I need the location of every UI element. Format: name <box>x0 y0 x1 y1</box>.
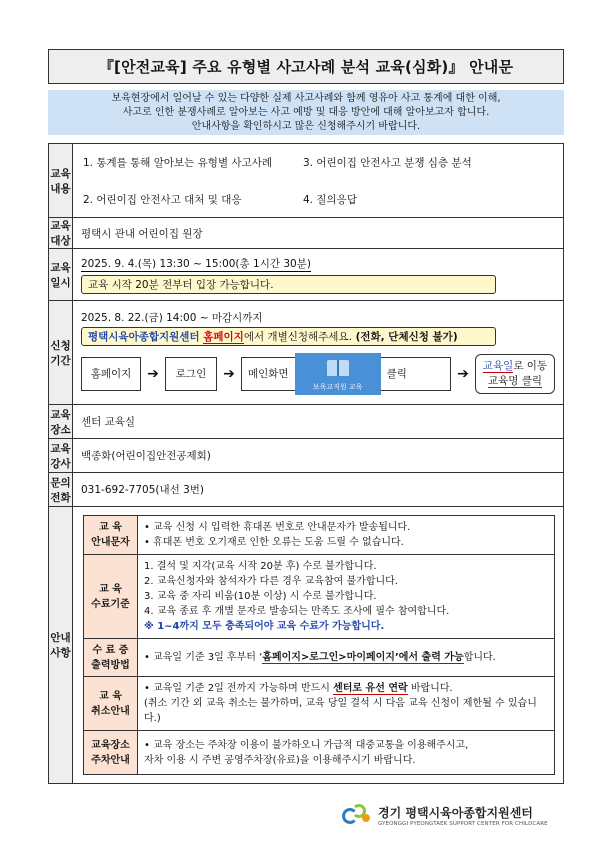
arrow-right-icon: ➔ <box>147 365 159 382</box>
content-item: 2. 어린이집 안전사고 대처 및 대응 <box>83 193 242 206</box>
instructor-value: 백종화(어린이집안전공제회) <box>73 439 564 473</box>
target-value: 평택시 관내 어린이집 원장 <box>73 218 564 249</box>
row-label: 교육일시 <box>49 249 73 301</box>
apply-flow <box>81 354 555 394</box>
row-label: 교육강사 <box>49 439 73 473</box>
document-title <box>48 49 564 84</box>
row-instructor <box>49 439 564 473</box>
flow-step-final: 교육일로 이동 교육명 클릭 <box>475 354 555 394</box>
notice-cancel: 교 육 취소안내 • 교육일 기준 2일 전까지 가능하며 반드시 센터로 유선 연락 바랍니다. (취소 기간 외 교육 취소는 불가하며, 교육 당일 결석 시 다음 교육 신청이 제한될 수 있습니다.) <box>84 677 555 731</box>
intro-line: 안내사항을 확인하시고 많은 신청해주시기 바랍니다. <box>191 120 421 132</box>
title-text: 『[안전교육] 주요 유형별 사고사례 분석 교육(심화)』 안내문 <box>98 58 514 76</box>
datetime-note: 교육 시작 20분 전부터 입장 가능합니다. <box>81 275 496 294</box>
org-name: 경기 평택시육아종합지원센터 <box>378 805 533 820</box>
notice-certificate: 수 료 증 출력방법 • 교육일 기준 3일 후부터 ‘홈페이지>로그인>마이페이지’에서 출력 가능합니다. <box>84 639 555 677</box>
content-item: 3. 어린이집 안전사고 분쟁 심층 분석 <box>303 156 472 169</box>
intro-line: 보육현장에서 일어날 수 있는 다양한 실제 사고사례와 함께 영유아 사고 통계에 대한 이해, <box>111 92 501 104</box>
notice-criteria: 교 육 수료기준 1. 결석 및 지각(교육 시작 20분 후) 수로 불가합니다. 2. 교육신청자와 참석자가 다른 경우 교육참여 불가합니다. 3. 교육 중 자리 비움(10분 이상) 시 수로 불가합니다. 4. 교육 종료 후 개별 문자로 발송되는 만족도 조사에 필수 참여합니다. ※ 1~4까지 모두 충족되어야 교육 수료가 가능합니다. <box>84 555 555 639</box>
book-icon <box>327 360 349 376</box>
criteria-note: ※ 1~4까지 모두 충족되어야 교육 수료가 가능합니다. <box>144 621 385 632</box>
row-label: 안내사항 <box>49 507 73 784</box>
content-list <box>81 149 555 213</box>
arrow-right-icon: ➔ <box>457 365 469 382</box>
row-target <box>49 218 564 249</box>
datetime-value: 2025. 9. 4.(목) 13:30 ~ 15:00(총 1시간 30분) <box>81 257 311 270</box>
place-value: 센터 교육실 <box>73 405 564 439</box>
notice-sms: 교 육 안내문자 • 교육 신청 시 입력한 휴대폰 번호로 안내문자가 발송됩니다. • 휴대폰 번호 오기재로 인한 오류는 도움 드릴 수 없습니다. <box>84 516 555 555</box>
row-notice <box>49 507 564 784</box>
row-content <box>49 144 564 218</box>
flow-step-homepage: 홈페이지 <box>81 357 141 391</box>
arrow-right-icon: ➔ <box>223 365 235 382</box>
apply-note: 평택시육아종합지원센터 홈페이지에서 개별신청해주세요. (전화, 단체신청 불가) <box>81 327 496 346</box>
row-label: 신청기간 <box>49 301 73 405</box>
org-name-en: GYEONGGI PYEONGTAEK SUPPORT CENTER FOR CHILDCARE <box>378 820 548 827</box>
apply-period: 2025. 8. 22.(금) 14:00 ~ 마감시까지 <box>81 311 263 324</box>
intro-banner <box>48 90 564 135</box>
flow-step-login: 로그인 <box>165 357 217 391</box>
intro-line: 사고로 인한 분쟁사례로 알아보는 사고 예방 및 대응 방안에 대해 알아보고자 합니다. <box>122 106 490 118</box>
content-item: 4. 질의응답 <box>303 193 357 206</box>
info-table <box>48 143 564 784</box>
row-label: 문의전화 <box>49 473 73 507</box>
row-label: 교육내용 <box>49 144 73 218</box>
phone-value: 031-692-7705(내선 3번) <box>73 473 564 507</box>
homepage-highlight: 홈페이지 <box>203 330 244 343</box>
row-phone <box>49 473 564 507</box>
row-label: 교육장소 <box>49 405 73 439</box>
banner-label: 보육교직원 교육 <box>312 382 363 391</box>
content-item: 1. 통계를 통해 알아보는 유형별 사고사례 <box>83 156 272 169</box>
row-datetime <box>49 249 564 301</box>
flow-step-main: 메인화면 보육교직원 교육 클릭 <box>241 357 451 391</box>
row-apply <box>49 301 564 405</box>
banner-image <box>295 353 381 395</box>
center-logo-icon <box>342 802 372 828</box>
row-label: 교육대상 <box>49 218 73 249</box>
notice-parking: 교육장소 주차안내 • 교육 장소는 주차장 이용이 불가하오니 가급적 대중교통을 이용해주시고, 자차 이용 시 주변 공영주차장(유료)을 이용해주시기 바랍니다. <box>84 731 555 775</box>
row-place <box>49 405 564 439</box>
footer-logo <box>342 802 548 828</box>
notice-table <box>83 515 555 775</box>
